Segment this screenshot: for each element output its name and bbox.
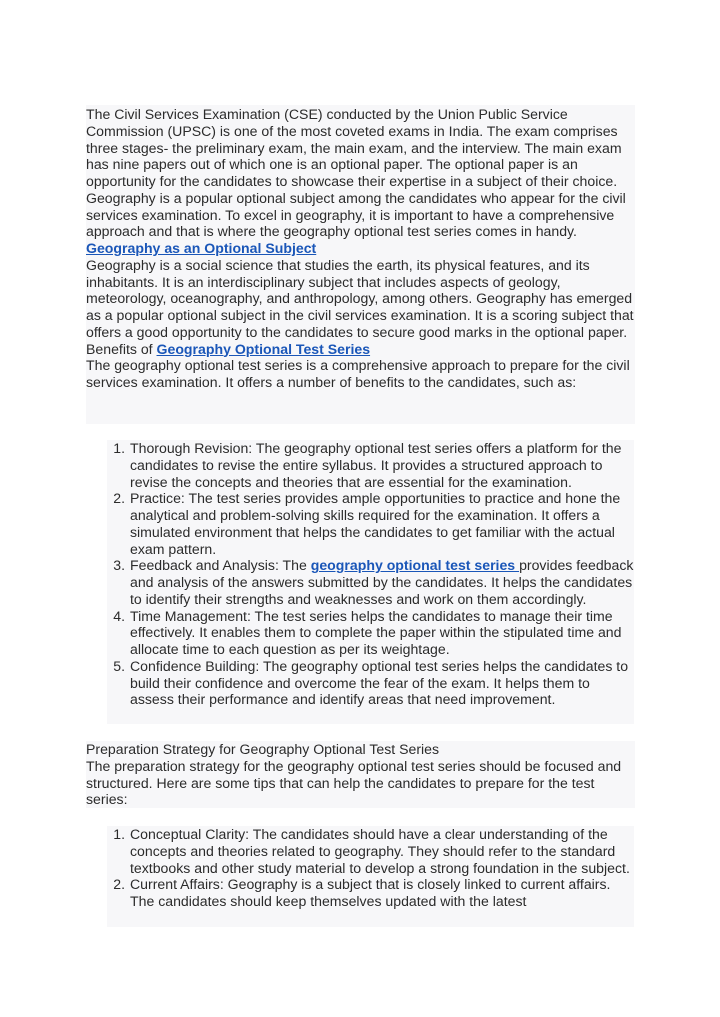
list-item-text: Current Affairs: Geography is a subject that is closely linked to current affairs. The candidates should keep themselves updated with the latest bbox=[130, 876, 611, 909]
list-item-text: Practice: The test series provides ample opportunities to practice and hone the analytical and problem-solving skills required for the examination. It offers a simulated environment that helps the candidates to get familiar with the actual exam pattern. bbox=[130, 490, 621, 557]
list-number: 1. bbox=[113, 826, 125, 842]
benefits-intro-paragraph: The geography optional test series is a comprehensive approach to prepare for the civil services examination. It offers a number of benefits to the candidates, such as: bbox=[86, 357, 630, 390]
list-item-text: Confidence Building: The geography optional test series helps the candidates to build their confidence and overcome the fear of the exam. It helps them to assess their performance and identify areas that need improvement. bbox=[130, 657, 629, 708]
list-item-text: Thorough Revision: The geography optional test series offers a platform for the candidates to revise the entire syllabus. It provides a structured approach to revise the concepts and theories that are essential for the examination. bbox=[130, 440, 622, 490]
list-number: 2. bbox=[113, 490, 125, 507]
geography-optional-subject-link[interactable]: Geography as an Optional Subject bbox=[86, 240, 317, 256]
section-heading-benefits bbox=[86, 341, 635, 358]
geography-subject-paragraph: Geography is a social science that studies the earth, its physical features, and its inhabitants. It is an interdisciplinary subject that includes aspects of geology, meteorology, oceanography, and anthropology, among others. Geography has emerged as a popular optional subject in the civil services examination. It is a scoring subject that offers a good opportunity to the candidates to secure good marks in the optional paper. bbox=[86, 256, 634, 340]
list-item bbox=[107, 608, 634, 658]
list-number: 3. bbox=[113, 557, 125, 574]
geography-optional-test-series-link[interactable]: Geography Optional Test Series bbox=[156, 340, 371, 357]
intro-block bbox=[86, 105, 635, 424]
list-number: 2. bbox=[113, 876, 125, 893]
list-number: 5. bbox=[113, 657, 125, 674]
intro-paragraph: The Civil Services Examination (CSE) conducted by the Union Public Service Commission (UPSC) is one of the most coveted exams in India. The exam comprises three stages- the preliminary exam, the main exam, and the interview. The main exam has nine papers out of which one is an optional paper. The optional paper is an opportunity for the candidates to showcase their expertise in a subject of their choice. Geography is a popular optional subject among the candidates who appear for the civil services examination. To excel in geography, it is important to have a comprehensive approach and that is where the geography optional test series comes in handy. bbox=[86, 106, 626, 240]
list-item-text: Time Management: The test series helps the candidates to manage their time effectively. It enables them to complete the paper within the stipulated time and allocate time to each question as per its weightage. bbox=[130, 607, 622, 657]
list-item bbox=[107, 876, 634, 910]
list-number: 1. bbox=[113, 440, 125, 456]
list-item bbox=[107, 826, 634, 876]
list-item bbox=[107, 490, 634, 557]
list-item-text-before: Feedback and Analysis: The bbox=[130, 557, 311, 574]
benefits-heading-prefix: Benefits of bbox=[86, 340, 157, 357]
list-item bbox=[107, 440, 634, 490]
strategy-paragraph: The preparation strategy for the geography optional test series should be focused and structured. Here are some tips that can help the candidates to prepare for the test series: bbox=[86, 757, 622, 808]
geography-optional-test-series-inline-link[interactable]: geography optional test series bbox=[310, 557, 520, 574]
list-item-text: Conceptual Clarity: The candidates should have a clear understanding of the concepts and theories related to geography. They should refer to the standard textbooks and other study material to develop a strong foundation in the subject. bbox=[130, 826, 630, 876]
list-item bbox=[107, 557, 634, 607]
benefits-list bbox=[107, 440, 634, 708]
benefits-list-block bbox=[107, 440, 634, 724]
list-item bbox=[107, 658, 634, 708]
list-number: 4. bbox=[113, 607, 125, 624]
list-item-text-after: provides feedback and analysis of the answers submitted by the candidates. It helps the candidates to identify their strengths and weaknesses and work on them accordingly. bbox=[130, 557, 634, 607]
tips-list-block bbox=[107, 826, 634, 927]
strategy-heading: Preparation Strategy for Geography Optional Test Series bbox=[86, 741, 440, 757]
tips-list bbox=[107, 826, 634, 910]
section-heading-optional-subject bbox=[86, 240, 635, 257]
strategy-block bbox=[86, 741, 635, 808]
